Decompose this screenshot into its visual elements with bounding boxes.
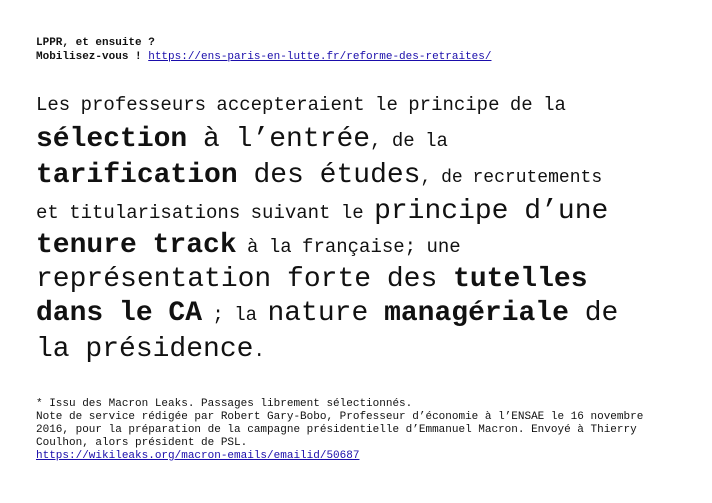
quote-fragment: principe d’une <box>374 196 609 227</box>
quote-fragment: , de la <box>370 130 448 152</box>
quote-fragment: à la française; une <box>236 236 461 258</box>
quote-fragment: . <box>253 340 265 362</box>
header-title: LPPR, et ensuite ? <box>36 37 155 49</box>
quote-line-5 <box>36 230 681 264</box>
footer-notes <box>36 398 681 463</box>
quote-line-8 <box>36 334 681 370</box>
quote-text <box>36 94 681 370</box>
quote-fragment: nature <box>267 298 385 329</box>
quote-fragment: de <box>568 298 619 329</box>
header-link[interactable]: https://ens-paris-en-lutte.fr/reforme-des-retraites/ <box>148 51 492 63</box>
quote-emphasis: sélection <box>36 124 188 155</box>
quote-line-6 <box>36 264 681 298</box>
quote-fragment: des études <box>237 160 421 191</box>
footer-description: Note de service rédigée par Robert Gary-Bobo, Professeur d’économie à l’ENSAE le 16 novembre 2016, pour la préparation de la campagne présidentielle d’Emmanuel Macron. Envoyé à Thierry Coulhon, alors président de PSL. <box>36 411 650 449</box>
quote-fragment: ; la <box>202 304 268 326</box>
quote-fragment: , de recrutements <box>420 168 603 188</box>
quote-line-1 <box>36 94 681 124</box>
quote-fragment: et titularisations suivant le <box>36 202 375 224</box>
quote-emphasis: dans le CA <box>36 298 203 329</box>
header <box>36 36 491 64</box>
quote-emphasis: managériale <box>384 298 569 329</box>
header-call-to-action <box>36 50 491 64</box>
footer-link[interactable]: https://wikileaks.org/macron-emails/emailid/50687 <box>36 450 360 462</box>
quote-line-3 <box>36 160 681 196</box>
quote-emphasis: tenure track <box>36 230 237 261</box>
quote-fragment: à l’entrée <box>187 124 371 155</box>
quote-emphasis: tarification <box>36 160 238 191</box>
quote-fragment: Les professeurs accepteraient le principe de la <box>36 94 566 116</box>
quote-fragment: représentation forte des <box>36 264 454 295</box>
quote-line-4 <box>36 196 681 230</box>
quote-fragment: la présidence <box>36 334 254 365</box>
quote-line-2 <box>36 124 681 160</box>
header-call-text: Mobilisez-vous ! <box>36 51 149 63</box>
quote-emphasis: tutelles <box>453 264 588 295</box>
footer-source-note: * Issu des Macron Leaks. Passages librement sélectionnés. <box>36 398 413 410</box>
quote-line-7 <box>36 298 681 334</box>
